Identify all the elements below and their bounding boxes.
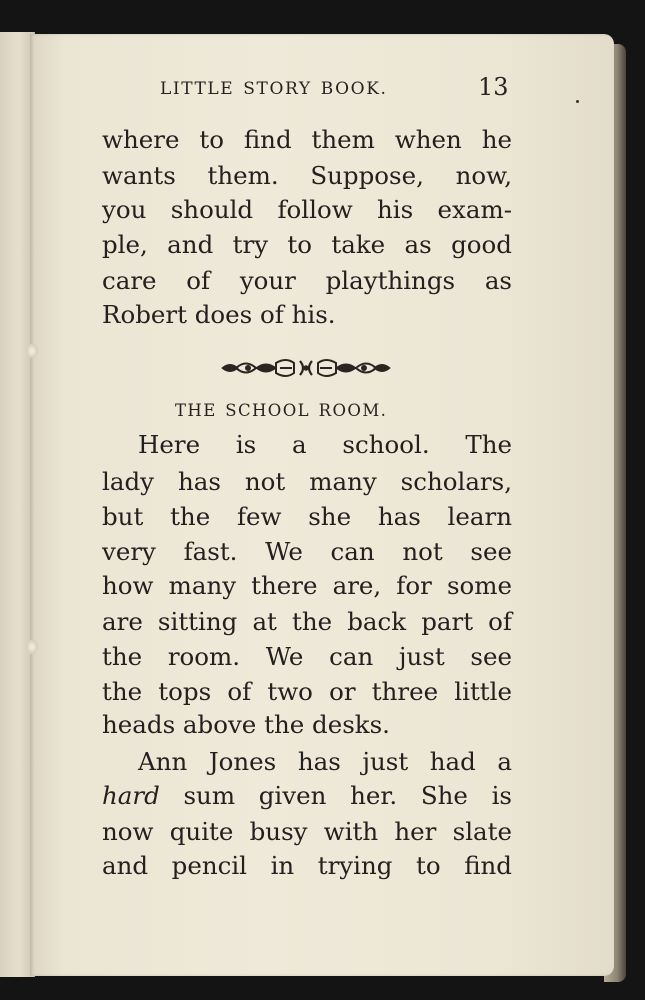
text-line: lady has not many scholars, <box>102 467 512 496</box>
running-head <box>160 73 520 103</box>
text-line <box>102 779 512 813</box>
text-line: ple, and try to take as good <box>102 230 512 259</box>
text-line: now quite busy with her slate <box>102 817 512 846</box>
text-line: Robert does of his. <box>102 300 336 329</box>
text-line: how many there are, for some <box>102 571 512 600</box>
page-number: 13 <box>478 73 509 101</box>
text-line: very fast. We can not see <box>102 537 512 566</box>
text-line: but the few she has learn <box>102 502 512 531</box>
text-span: sum given her. She is <box>159 781 512 810</box>
binding-stitch <box>26 640 38 654</box>
section-heading: THE SCHOOL ROOM. <box>175 401 388 420</box>
text-line: where to find them when he <box>102 125 512 154</box>
text-line: Here is a school. The <box>138 430 512 459</box>
floral-ornament-icon <box>220 357 392 379</box>
text-line: the tops of two or three little <box>102 677 512 706</box>
italic-word: hard <box>102 781 160 810</box>
binding-stitch <box>26 344 38 358</box>
running-title: LITTLE STORY BOOK. <box>160 79 388 99</box>
text-line: heads above the desks. <box>102 710 390 739</box>
paper-speck <box>576 100 579 103</box>
text-line: wants them. Suppose, now, <box>102 161 512 190</box>
text-line: care of your playthings as <box>102 266 512 295</box>
text-line: and pencil in trying to find <box>102 851 512 880</box>
text-line: you should follow his exam- <box>102 195 512 224</box>
text-line: Ann Jones has just had a <box>138 747 512 776</box>
text-line: the room. We can just see <box>102 642 512 671</box>
text-line: are sitting at the back part of <box>102 607 512 636</box>
